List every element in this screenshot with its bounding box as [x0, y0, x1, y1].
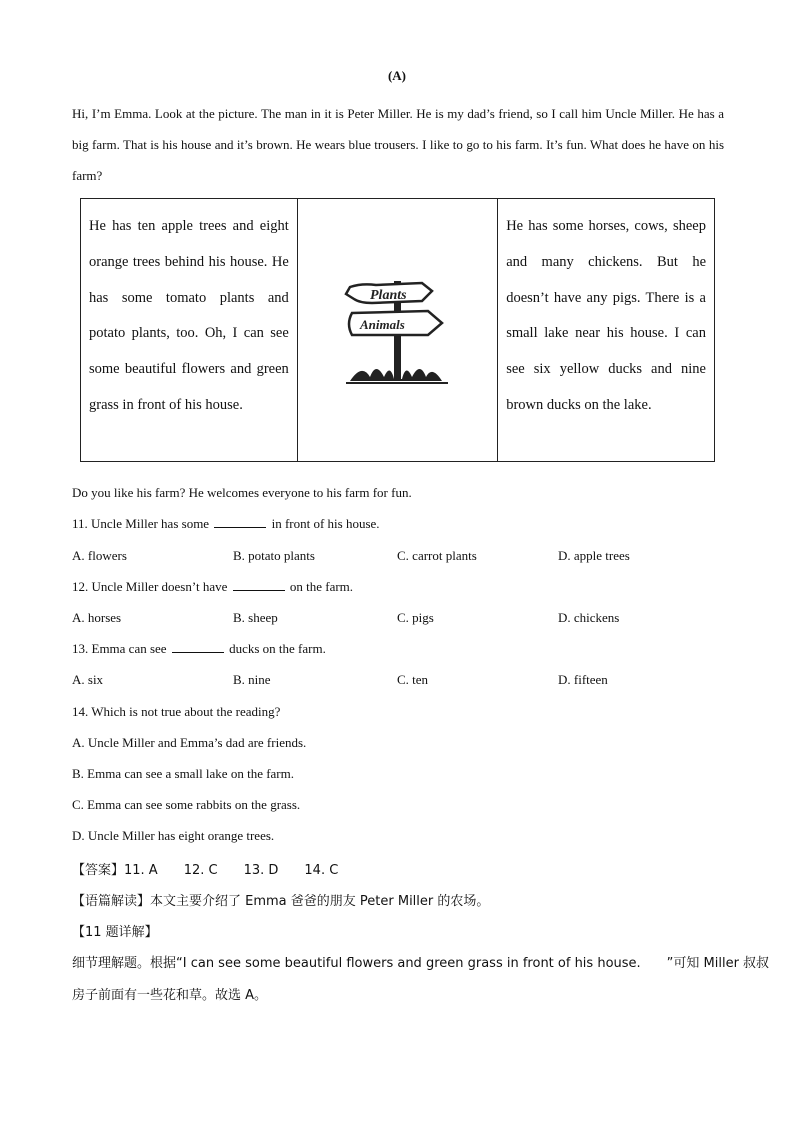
table-cell-left	[81, 199, 298, 462]
answer-blank	[172, 641, 224, 653]
table-cell-right	[498, 199, 715, 462]
question-12-text-end: on the farm.	[289, 579, 354, 594]
answer-blank	[233, 579, 285, 591]
q12-option-b: B. sheep	[233, 610, 278, 625]
q14-option-c: C. Emma can see some rabbits on the grass.	[72, 797, 301, 812]
q11-option-b: B. potato plants	[233, 548, 315, 563]
q13-option-c: C. ten	[397, 672, 429, 687]
plants-description: He has ten apple trees and eight orange trees behind his house. He has some tomato plants and potato plants, too. Oh, I can see some beautiful flowers and green grass in front of his house.	[89, 218, 289, 413]
question-13-text-end: ducks on the farm.	[229, 641, 326, 656]
question-13	[72, 641, 326, 657]
table-cell-image	[297, 199, 497, 462]
question-11-text: 11. Uncle Miller has some	[72, 516, 210, 531]
passage-summary: 【语篇解读】本文主要介绍了 Emma 爸爸的朋友 Peter Miller 的农场。	[72, 894, 490, 909]
q13-option-d: D. fifteen	[558, 672, 608, 687]
q14-option-b: B. Emma can see a small lake on the farm.	[72, 766, 295, 781]
q13-option-b: B. nine	[233, 672, 271, 687]
question-11	[72, 516, 380, 532]
q11-option-c: C. carrot plants	[397, 548, 477, 563]
detail-explanation-line-1: 细节理解题。根据“I can see some beautiful flowers and green grass in front of his house. ”可知 Miller 叔叔	[72, 956, 770, 971]
sign-plants-text: Plants	[370, 288, 408, 303]
q11-option-a: A. flowers	[72, 548, 127, 563]
question-12-text: 12. Uncle Miller doesn’t have	[72, 579, 228, 594]
q12-option-d: D. chickens	[558, 610, 620, 625]
signpost-image	[332, 263, 462, 393]
sign-animals-text: Animals	[360, 317, 406, 332]
q12-option-a: A. horses	[72, 610, 122, 625]
passage-title: (A)	[387, 68, 407, 83]
intro-paragraph: Hi, I’m Emma. Look at the picture. The man in it is Peter Miller. He is my dad’s friend, so I call him Uncle Miller. He has a big farm. That is his house and it’s brown. He wears blue trousers. I like to go to his farm. It’s fun. What does he have on his farm?	[72, 106, 724, 183]
q11-option-d: D. apple trees	[558, 548, 630, 563]
answer-blank	[214, 516, 266, 528]
detail-heading: 【11 题详解】	[72, 925, 158, 940]
q13-option-a: A. six	[72, 672, 104, 687]
q14-option-a: A. Uncle Miller and Emma’s dad are friends.	[72, 735, 307, 750]
closing-sentence: Do you like his farm? He welcomes everyone to his farm for fun.	[72, 485, 412, 500]
question-11-text-end: in front of his house.	[271, 516, 380, 531]
question-14-text: 14. Which is not true about the reading?	[72, 704, 281, 719]
answer-key: 【答案】11. A 12. C 13. D 14. C	[72, 863, 339, 878]
animals-description: He has some horses, cows, sheep and many chickens. But he doesn’t have any pigs. There is a small lake near his house. I can see six yellow ducks and nine brown ducks on the lake.	[506, 218, 706, 413]
farm-table	[80, 198, 715, 462]
question-12	[72, 579, 353, 595]
q12-option-c: C. pigs	[397, 610, 434, 625]
question-13-text: 13. Emma can see	[72, 641, 167, 656]
detail-explanation-line-2: 房子前面有一些花和草。故选 A。	[72, 988, 268, 1003]
q14-option-d: D. Uncle Miller has eight orange trees.	[72, 828, 275, 843]
